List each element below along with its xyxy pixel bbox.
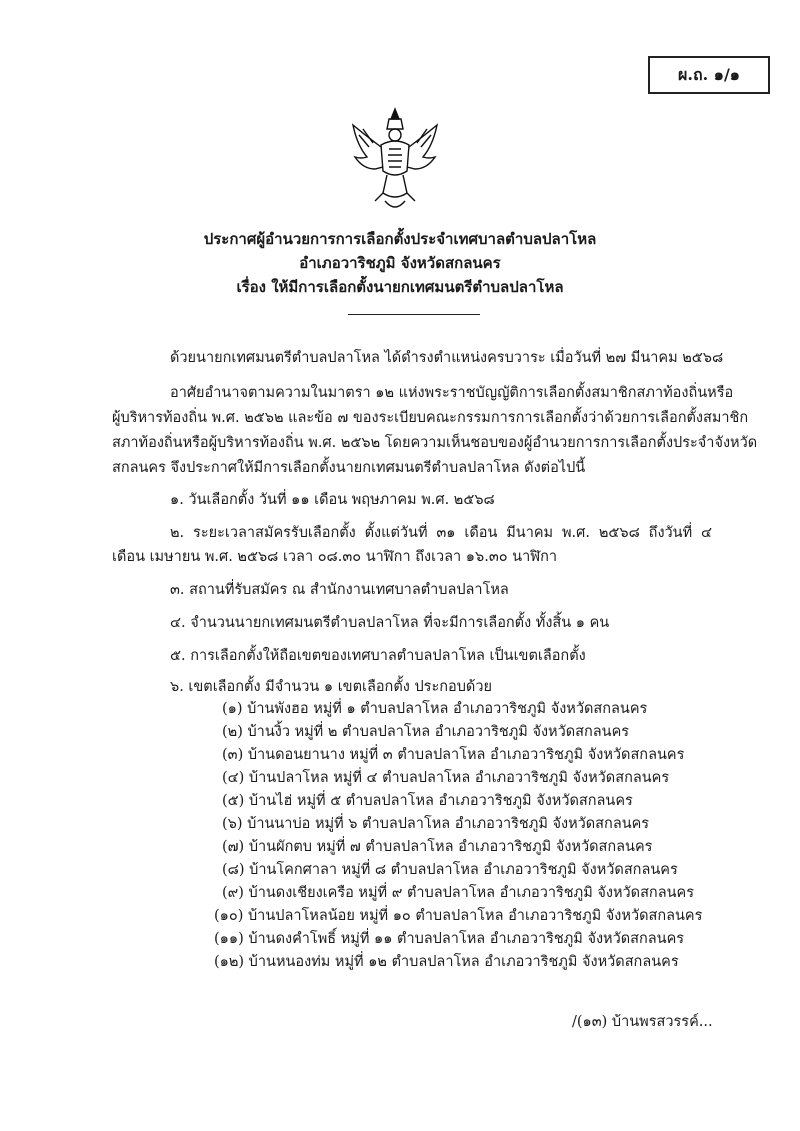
- paragraph-authority-line: สภาท้องถิ่นหรือผู้บริหารท้องถิ่น พ.ศ. ๒๕๖๒ โดยความเห็นชอบของผู้อำนวยการการเลือกตั้งประจำจังหวัด: [112, 435, 758, 451]
- paragraph-authority-line: อาศัยอำนาจตามความในมาตรา ๑๒ แห่งพระราชบัญญัติการเลือกตั้งสมาชิกสภาท้องถิ่นหรือ: [170, 385, 734, 401]
- village-list-item: (๑๒) บ้านหนองท่ม หมู่ที่ ๑๒ ตำบลปลาโหล อำเภอวาริชภูมิ จังหวัดสกลนคร: [214, 954, 679, 970]
- village-list-item: (๓) บ้านดอนยานาง หมู่ที่ ๓ ตำบลปลาโหล อำเภอวาริชภูมิ จังหวัดสกลนคร: [222, 747, 685, 763]
- paragraph-authority-line: ผู้บริหารท้องถิ่น พ.ศ. ๒๕๖๒ และข้อ ๗ ของระเบียบคณะกรรมการการเลือกตั้งว่าด้วยการเลือกตั้งสมาชิก: [112, 410, 749, 426]
- village-list-item: (๑๐) บ้านปลาโหลน้อย หมู่ที่ ๑๐ ตำบลปลาโหล อำเภอวาริชภูมิ จังหวัดสกลนคร: [214, 908, 703, 924]
- continuation-note: /(๑๓) บ้านพรสวรรค์...: [572, 1014, 713, 1030]
- village-list-item: (๑) บ้านพังฮอ หมู่ที่ ๑ ตำบลปลาโหล อำเภอวาริชภูมิ จังหวัดสกลนคร: [222, 701, 648, 717]
- item-application-period-cont: เดือน เมษายน พ.ศ. ๒๕๖๘ เวลา ๐๘.๓๐ นาฬิกา ถึงเวลา ๑๖.๓๐ นาฬิกา: [112, 549, 558, 565]
- item-election-date: ๑. วันเลือกตั้ง วันที่ ๑๑ เดือน พฤษภาคม พ.ศ. ๒๕๖๘: [170, 492, 495, 508]
- heading-rule: [348, 314, 480, 315]
- village-list-item: (๘) บ้านโคกศาลา หมู่ที่ ๘ ตำบลปลาโหล อำเภอวาริชภูมิ จังหวัดสกลนคร: [222, 862, 678, 878]
- village-list-item: (๕) บ้านไฮ่ หมู่ที่ ๕ ตำบลปลาโหล อำเภอวาริชภูมิ จังหวัดสกลนคร: [222, 793, 633, 809]
- item-application-place: ๓. สถานที่รับสมัคร ณ สำนักงานเทศบาลตำบลปลาโหล: [170, 582, 509, 598]
- item-constituency-area: ๕. การเลือกตั้งให้ถือเขตของเทศบาลตำบลปลาโหล เป็นเขตเลือกตั้ง: [170, 648, 586, 664]
- village-list-item: (๗) บ้านผักตบ หมู่ที่ ๗ ตำบลปลาโหล อำเภอวาริชภูมิ จังหวัดสกลนคร: [222, 839, 653, 855]
- paragraph-reason: ด้วยนายกเทศมนตรีตำบลปลาโหล ได้ดำรงตำแหน่งครบวาระ เมื่อวันที่ ๒๗ มีนาคม ๒๕๖๘: [170, 350, 724, 366]
- heading-line-3: เรื่อง ให้มีการเลือกตั้งนายกเทศมนตรีตำบลปลาโหล: [236, 278, 564, 296]
- item-application-period: ๒. ระยะเวลาสมัครรับเลือกตั้ง ตั้งแต่วันที่ ๓๑ เดือน มีนาคม พ.ศ. ๒๕๖๘ ถึงวันที่ ๔: [170, 525, 712, 541]
- garuda-emblem-icon: [345, 105, 445, 217]
- village-list-item: (๒) บ้านงิ้ว หมู่ที่ ๒ ตำบลปลาโหล อำเภอวาริชภูมิ จังหวัดสกลนคร: [222, 724, 630, 740]
- heading-line-2: อำเภอวาริชภูมิ จังหวัดสกลนคร: [299, 254, 501, 272]
- village-list-item: (๑๑) บ้านดงคำโพธิ์ หมู่ที่ ๑๑ ตำบลปลาโหล อำเภอวาริชภูมิ จังหวัดสกลนคร: [214, 931, 685, 947]
- paragraph-authority-line: สกลนคร จึงประกาศให้มีการเลือกตั้งนายกเทศมนตรีตำบลปลาโหล ดังต่อไปนี้: [112, 460, 586, 476]
- item-mayor-count: ๔. จำนวนนายกเทศมนตรีตำบลปลาโหล ที่จะมีการเลือกตั้ง ทั้งสิ้น ๑ คน: [170, 615, 610, 631]
- heading-line-1: ประกาศผู้อำนวยการการเลือกตั้งประจำเทศบาลตำบลปลาโหล: [203, 230, 597, 248]
- village-list-item: (๖) บ้านนาบ่อ หมู่ที่ ๖ ตำบลปลาโหล อำเภอวาริชภูมิ จังหวัดสกลนคร: [222, 816, 650, 832]
- form-code-box: ผ.ถ. ๑/๑: [648, 56, 770, 94]
- village-list-item: (๙) บ้านดงเชียงเครือ หมู่ที่ ๙ ตำบลปลาโหล อำเภอวาริชภูมิ จังหวัดสกลนคร: [222, 885, 694, 901]
- item-constituency-count: ๖. เขตเลือกตั้ง มีจำนวน ๑ เขตเลือกตั้ง ประกอบด้วย: [170, 679, 492, 695]
- village-list-item: (๔) บ้านปลาโหล หมู่ที่ ๔ ตำบลปลาโหล อำเภอวาริชภูมิ จังหวัดสกลนคร: [222, 770, 670, 786]
